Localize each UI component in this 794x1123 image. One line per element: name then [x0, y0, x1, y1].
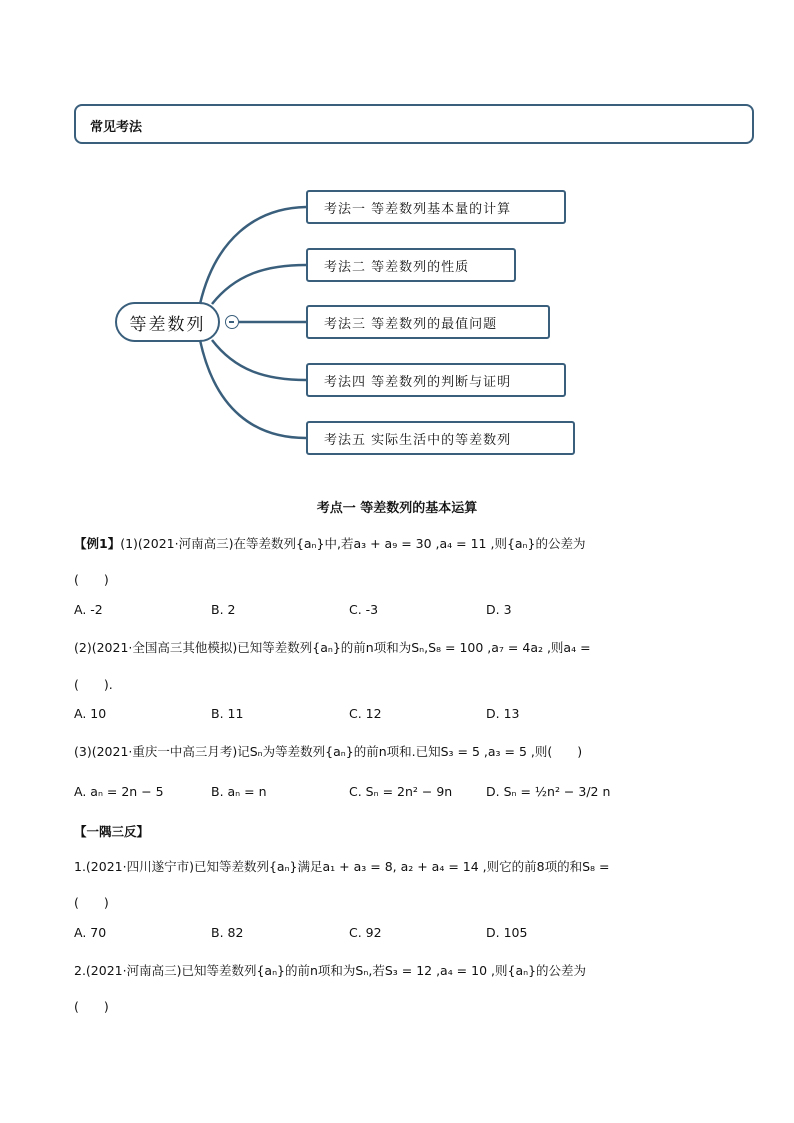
practice-p1-option-a: A. 70: [74, 925, 107, 940]
connector-4: [212, 340, 306, 380]
mindmap-branch-3: 考法三 等差数列的最值问题: [306, 305, 550, 339]
example-q2-stem: (2)(2021·全国高三其他模拟)已知等差数列{aₙ}的前n项和为Sₙ,S₈ = 100 ,a₇ = 4a₂ ,则a₄ =: [74, 640, 591, 655]
practice-p1-option-d: D. 105: [486, 925, 528, 940]
practice-p1-option-c: C. 92: [349, 925, 382, 940]
example-q1-option-a: A. -2: [74, 602, 103, 617]
example-q3-option-a: A. aₙ = 2n − 5: [74, 784, 164, 799]
collapse-toggle-icon[interactable]: [225, 315, 239, 329]
mindmap-branch-1: 考法一 等差数列基本量的计算: [306, 190, 566, 224]
example-label: 【例1】: [74, 536, 121, 551]
example-q1-option-c: C. -3: [349, 602, 379, 617]
mindmap-root: 等差数列: [115, 302, 220, 342]
practice-label: 【一隅三反】: [74, 824, 150, 839]
example-q3-option-c: C. Sₙ = 2n² − 9n: [349, 784, 453, 799]
example-q2-option-c: C. 12: [349, 706, 382, 721]
section-title: 考点一 等差数列的基本运算: [316, 501, 478, 516]
example-q1-text: (1)(2021·河南高三)在等差数列{aₙ}中,若a₃ + a₉ = 30 ,a₄ = 11 ,则{aₙ}的公差为: [120, 536, 586, 551]
mindmap-branch-5: 考法五 实际生活中的等差数列: [306, 421, 575, 455]
example-q3-option-b: B. aₙ = n: [211, 784, 267, 799]
example-q2-blank: ( ).: [74, 677, 113, 692]
connector-5: [200, 340, 306, 438]
example-q1-blank: ( ): [74, 572, 109, 587]
practice-p1-stem: 1.(2021·四川遂宁市)已知等差数列{aₙ}满足a₁ + a₃ = 8, a₂ + a₄ = 14 ,则它的前8项的和S₈ =: [74, 859, 610, 874]
practice-p1-blank: ( ): [74, 895, 109, 910]
example-q2-option-b: B. 11: [211, 706, 244, 721]
example-q2-option-d: D. 13: [486, 706, 520, 721]
example-q1-option-d: D. 3: [486, 602, 512, 617]
mindmap-branch-2: 考法二 等差数列的性质: [306, 248, 516, 282]
connector-2: [212, 265, 306, 304]
mindmap-connectors: [0, 0, 794, 480]
practice-p2-blank: ( ): [74, 999, 109, 1014]
practice-p1-option-b: B. 82: [211, 925, 244, 940]
example-q1-option-b: B. 2: [211, 602, 236, 617]
practice-p2-stem: 2.(2021·河南高三)已知等差数列{aₙ}的前n项和为Sₙ,若S₃ = 12 ,a₄ = 10 ,则{aₙ}的公差为: [74, 963, 587, 978]
example-q1-stem: [74, 534, 586, 552]
example-q3-option-d: D. Sₙ = ½n² − 3/2 n: [486, 784, 611, 799]
mindmap-branch-4: 考法四 等差数列的判断与证明: [306, 363, 566, 397]
connector-1: [200, 207, 306, 304]
example-q3-stem: (3)(2021·重庆一中高三月考)记Sₙ为等差数列{aₙ}的前n项和.已知S₃ = 5 ,a₃ = 5 ,则( ): [74, 744, 583, 759]
example-q2-option-a: A. 10: [74, 706, 107, 721]
section-header-title: 常见考法: [90, 120, 143, 135]
